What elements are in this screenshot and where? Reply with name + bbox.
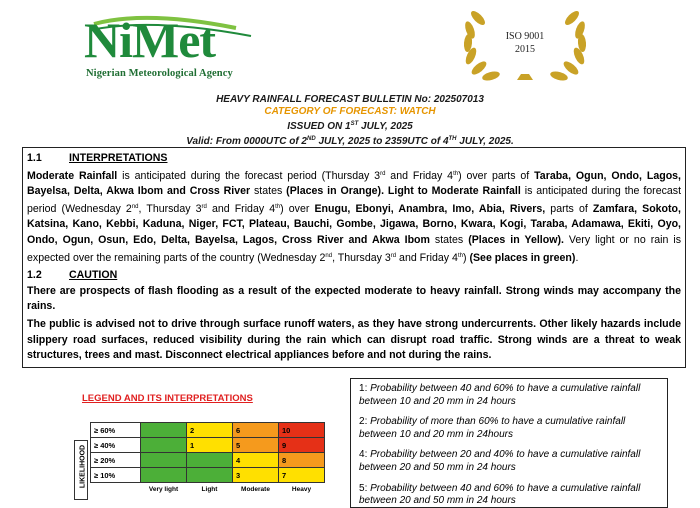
matrix-row — [91, 423, 325, 438]
matrix-cell — [187, 468, 233, 483]
caution-text-1: There are prospects of flash flooding as a result of the expected moderate to heavy rainfall. Strong winds may accompany the rains. — [27, 284, 681, 313]
p2-i: , Thursday 3 — [332, 251, 391, 264]
probability-separator: : — [364, 449, 371, 461]
section-number: 1.1 — [27, 152, 42, 164]
valid-b: JULY, 2025 to 2359UTC of 4 — [315, 136, 449, 147]
interpretation-caution-box — [22, 147, 686, 368]
issued-prefix: ISSUED ON 1 — [287, 121, 351, 132]
matrix-cell: 9 — [279, 438, 325, 453]
likelihood-axis — [74, 440, 88, 500]
probability-number: 2 — [359, 416, 365, 428]
section-title: INTERPRETATIONS — [69, 152, 168, 164]
p2-d: and Friday 4 — [206, 202, 276, 215]
matrix-cell: 10 — [279, 423, 325, 438]
logo-wordmark: NiMet — [84, 12, 216, 68]
issued-date — [0, 118, 700, 133]
intensity-label: Moderate — [241, 486, 270, 494]
matrix-cell — [141, 453, 187, 468]
p2-sup6: th — [457, 252, 463, 259]
interpretation-paragraph — [27, 167, 681, 267]
bulletin-title: HEAVY RAINFALL FORECAST BULLETIN No: 202507013 — [216, 94, 484, 105]
p2-b: is anticipated during the forecast period (Wednesday 2 — [27, 185, 682, 215]
matrix-row — [91, 438, 325, 453]
section-1-2-heading — [27, 268, 681, 284]
p2-sup4: nd — [325, 252, 333, 259]
matrix-cell — [141, 438, 187, 453]
issued-suffix: JULY, 2025 — [358, 121, 413, 132]
p2-h: Very light or no rain is expected over the remaining parts of the country (Wednesday 2 — [27, 233, 682, 264]
intensity-label: Very light — [148, 486, 179, 494]
matrix-cell: 3 — [233, 468, 279, 483]
matrix-cell: 1 — [187, 438, 233, 453]
issued-sup: ST — [350, 121, 359, 127]
iso-standard-text: ISO 9001 — [505, 31, 545, 42]
matrix-cell: 6 — [233, 423, 279, 438]
p2-states2: Zamfara, Sokoto, Katsina, Kano, Kebbi, Kaduna, Niger, FCT, Plateau, Bauchi, Gombe, Jigawa, Borno, Kwara, Kogi, Taraba, Adamawa, Ekiti, Oyo, Ondo, Ogun, Osun, Edo, Delta, Bayelsa, Lagos, Cross River and Akwa Ibom — [27, 202, 681, 246]
matrix-cell — [141, 423, 187, 438]
intensity-axis — [91, 483, 325, 497]
p1-sup1: rd — [380, 170, 386, 177]
p2-c: , Thursday 3 — [138, 202, 202, 215]
matrix-cell — [187, 453, 233, 468]
section-title: CAUTION — [69, 269, 118, 282]
p1-b: is anticipated during the forecast period (Thursday 3 — [117, 169, 381, 182]
likelihood-axis-label: LIKELIHOOD — [79, 444, 87, 489]
p2-a: Light to Moderate Rainfall — [387, 185, 521, 198]
valid-a: Valid: From 0000UTC of 2 — [186, 136, 307, 147]
probability-item — [359, 416, 659, 441]
probability-separator: : — [364, 383, 371, 394]
axis-corner — [91, 483, 141, 497]
iso-year-text: 2015 — [515, 44, 535, 55]
p2-e: ) over — [280, 202, 315, 215]
p2-sup2: rd — [201, 203, 207, 210]
caution-paragraph-1 — [27, 284, 681, 315]
bulletin-header — [0, 0, 700, 92]
p2-j: and Friday 4 — [396, 251, 458, 264]
matrix-cell: 5 — [233, 438, 279, 453]
nimet-logo — [84, 14, 254, 80]
risk-matrix-table — [90, 422, 325, 497]
iso-certification-seal — [455, 6, 595, 86]
p2-places: (Places in Yellow). — [468, 233, 564, 246]
probability-separator: : — [364, 416, 371, 428]
p2-k: ) — [462, 251, 470, 264]
forecast-category: CATEGORY OF FORECAST: WATCH — [264, 106, 436, 117]
caution-text-2: The public is advised not to drive through surface runoff waters, as they have strong undercurrents. Other likely hazards include slippery road surfaces, reduced visibility during the rain which can disrupt road traffic. Strong winds are a threat to weak structures, trees and mast. Disconnect electrical appliances before and not during the rains. — [27, 317, 681, 362]
matrix-cell: 4 — [233, 453, 279, 468]
p2-sup3: th — [275, 203, 281, 210]
validity-period — [0, 133, 700, 148]
p1-sup2: th — [453, 170, 459, 177]
matrix-row — [91, 453, 325, 468]
matrix-cell: 2 — [187, 423, 233, 438]
p2-sup1: nd — [131, 203, 139, 210]
p1-c: and Friday 4 — [385, 169, 454, 182]
valid-sup1: ND — [307, 136, 316, 142]
probability-text: Probability between 20 and 40% to have a cumulative rainfall between 20 and 50 mm in 24 hours — [359, 449, 641, 473]
p2-l: . — [575, 251, 579, 264]
p2-states1: Enugu, Ebonyi, Anambra, Imo, Abia, Rivers, — [314, 202, 546, 215]
bulletin-title-block — [0, 94, 700, 148]
probability-text: Probability of more than 60% to have a cumulative rainfall between 10 and 20 mm in 24hours — [359, 416, 626, 440]
section-1-1-heading — [27, 151, 681, 167]
intensity-label: Heavy — [291, 486, 312, 494]
matrix-cell: 7 — [279, 468, 325, 483]
likelihood-label: ≥ 40% — [91, 438, 141, 453]
p1-places: (Places in Orange). — [286, 185, 385, 198]
p1-states: Taraba, Ogun, Ondo, Lagos, Bayelsa, Delta, Akwa Ibom and Cross River — [27, 169, 681, 198]
agency-name: Nigerian Meteorological Agency — [86, 68, 233, 79]
p1-e: states — [250, 185, 287, 198]
probability-number: 5 — [359, 482, 365, 494]
p2-sup5: rd — [390, 252, 397, 259]
intensity-label: Light — [201, 486, 218, 494]
matrix-row — [91, 468, 325, 483]
probability-text: Probability between 40 and 60% to have a cumulative rainfall between 20 and 50 mm in 24 hours — [359, 482, 641, 507]
probability-definitions-box — [350, 378, 668, 508]
likelihood-label: ≥ 10% — [91, 468, 141, 483]
p1-a: Moderate Rainfall — [27, 169, 118, 182]
likelihood-label: ≥ 20% — [91, 453, 141, 468]
valid-sup2: TH — [448, 136, 457, 142]
probability-number: 4 — [359, 449, 365, 461]
section-number: 1.2 — [27, 269, 42, 282]
p2-g: states — [429, 233, 469, 246]
p2-green: (See places in green) — [469, 251, 576, 264]
probability-item — [359, 449, 659, 474]
probability-text: Probability between 40 and 60% to have a cumulative rainfall between 10 and 20 mm in 24 hours — [359, 383, 641, 407]
caution-paragraph-2 — [27, 317, 681, 364]
matrix-cell: 8 — [279, 453, 325, 468]
p2-f: parts of — [545, 202, 593, 215]
p1-d: ) over parts of — [458, 169, 535, 182]
probability-separator: : — [364, 482, 371, 494]
probability-number: 1 — [359, 383, 365, 394]
legend-title: LEGEND AND ITS INTERPRETATIONS — [82, 393, 253, 404]
likelihood-label: ≥ 60% — [91, 423, 141, 438]
probability-item — [359, 483, 659, 508]
matrix-cell — [141, 468, 187, 483]
probability-item — [359, 383, 659, 408]
valid-c: JULY, 2025. — [456, 136, 514, 147]
